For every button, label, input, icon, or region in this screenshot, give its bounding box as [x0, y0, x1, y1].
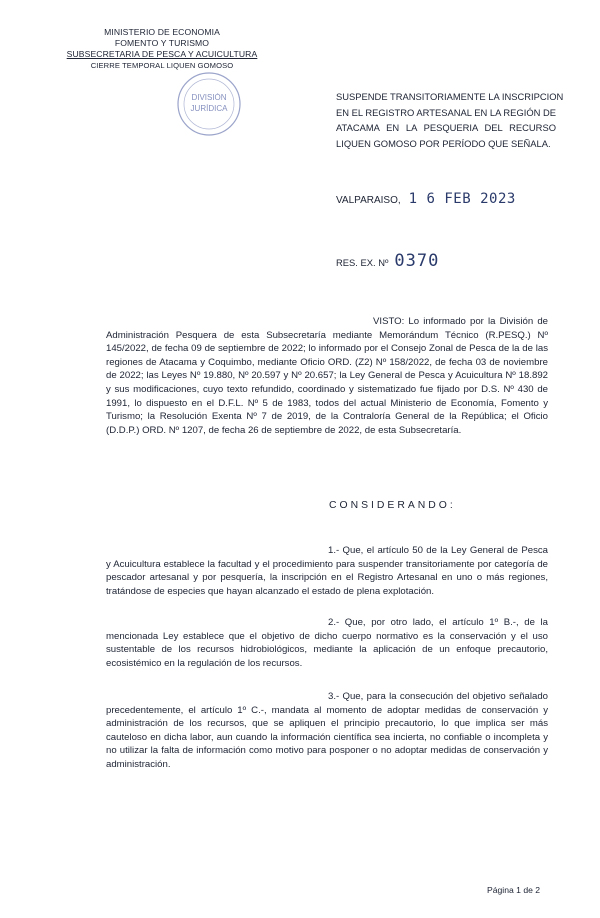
- considerando-heading: CONSIDERANDO:: [329, 500, 456, 511]
- stamp-line-1: DIVISIÓN: [191, 93, 227, 102]
- undersecretariat-name: SUBSECRETARIA DE PESCA Y ACUICULTURA: [66, 49, 258, 59]
- resolution-subject: [336, 89, 564, 151]
- subject-line: ATACAMA EN LA PESQUERIA DEL RECURSO: [336, 122, 556, 133]
- juridica-stamp: [175, 70, 243, 138]
- page-number: Página 1 de 2: [487, 885, 541, 895]
- ministry-subtitle: FOMENTO Y TURISMO: [114, 38, 210, 48]
- subject-line: SUSPENDE TRANSITORIAMENTE LA INSCRIPCION: [336, 91, 564, 102]
- considerando-item-2: 2.- Que, por otro lado, el artículo 1º B.-, de la mencionada Ley establece que el objetivo de dicho cuerpo normativo es la conservación y el uso sustentable de los recursos hidrobiológicos, mediante la aplicación de un enfoque precautorio, ecosistémico en la regulación de los recursos.: [106, 617, 548, 669]
- resolution-number-line: [336, 251, 439, 271]
- subject-line: EN EL REGISTRO ARTESANAL EN LA REGIÓN DE: [336, 106, 557, 118]
- subject-line: LIQUEN GOMOSO POR PERÍODO QUE SEÑALA.: [336, 137, 551, 149]
- date-stamp: 1 6 FEB 2023: [408, 191, 516, 207]
- document-topic: CIERRE TEMPORAL LIQUEN GOMOSO: [90, 61, 234, 70]
- resolution-label: RES. EX. Nº: [336, 257, 389, 268]
- place-and-date: [336, 191, 516, 207]
- letterhead: [62, 27, 262, 71]
- ministry-name: MINISTERIO DE ECONOMIA: [104, 27, 220, 37]
- stamp-line-2: JURÍDICA: [190, 104, 228, 113]
- visto-paragraph: VISTO: Lo informado por la División de Administración Pesquera de esta Subsecretaría mediante Memorándum Técnico (R.PESQ.) Nº 145/2022, de fecha 09 de septiembre de 2022; lo informado por el Consejo Zonal de Pesca de la de las regiones de Atacama y Coquimbo, mediante Oficio ORD. (Z2) Nº 158/2022, de fecha 03 de noviembre de 2022; las Leyes Nº 19.880, Nº 20.597 y Nº 20.657; la Ley General de Pesca y Acuicultura Nº 18.892 y sus modificaciones, cuyo texto refundido, coordinado y sistematizado fue fijado por D.S. Nº 430 de 1991, lo dispuesto en el D.F.L. Nº 5 de 1983, todos del actual Ministerio de Economía, Fomento y Turismo; la Resolución Exenta Nº 7 de 2019, de la Contraloría General de la República; el Oficio (D.D.P.) ORD. Nº 1207, de fecha 26 de septiembre de 2022, de esta Subsecretaría.: [106, 316, 548, 436]
- considerando-item-1: 1.- Que, el artículo 50 de la Ley General de Pesca y Acuicultura establece la facultad y el procedimiento para suspender transitoriamente por categoría de pescador artesanal y por pesquería, la inscripción en el Registro Artesanal en uno o más regiones, tratándose de especies que hayan alcanzado el estado de plena explotación.: [106, 545, 548, 597]
- considerando-item-3: 3.- Que, para la consecución del objetivo señalado precedentemente, el artículo 1º C.-, mandata al momento de adoptar medidas de conservación y administración de los recursos, que se apliquen el principio precautorio, lo que implica ser más cauteloso en dicha labor, aun cuando la información científica sea incierta, no confiable o incompleta y no utilizar la falta de información como motivo para posponer o no adoptar medidas de conservación y administración.: [106, 691, 548, 770]
- resolution-number: 0370: [394, 251, 440, 271]
- city: VALPARAISO,: [336, 195, 401, 206]
